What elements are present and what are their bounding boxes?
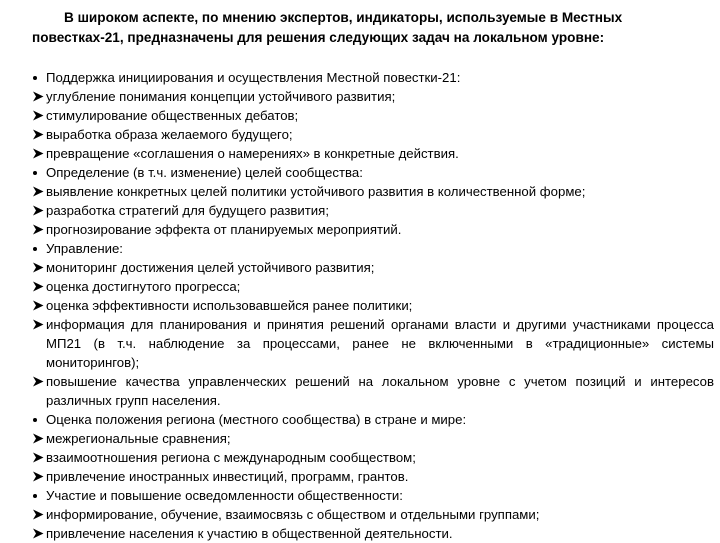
bullet-text: Управление: (46, 241, 123, 256)
sub-bullet-item (32, 448, 714, 467)
arrow-bullet-icon (32, 524, 46, 543)
arrow-bullet-icon (32, 505, 46, 524)
sub-bullet-item (32, 220, 714, 239)
arrow-bullet-icon (32, 87, 46, 106)
arrow-bullet-icon (32, 277, 46, 296)
bullet-text: межрегиональные сравнения; (46, 431, 231, 446)
bullet-text: превращение «соглашения о намерениях» в конкретные действия. (46, 146, 459, 161)
sub-bullet-item (32, 429, 714, 448)
bullet-text: разработка стратегий для будущего развития; (46, 203, 329, 218)
bullet-text: Участие и повышение осведомленности общественности: (46, 488, 403, 503)
sub-bullet-item (32, 258, 714, 277)
sub-bullet-item (32, 201, 714, 220)
bullet-text: Определение (в т.ч. изменение) целей сообщества: (46, 165, 363, 180)
bullet-text: выявление конкретных целей политики устойчивого развития в количественной форме; (46, 184, 586, 199)
section-bullet-item (32, 486, 714, 505)
bullet-text: привлечение иностранных инвестиций, программ, грантов. (46, 469, 409, 484)
sub-bullet-item (32, 505, 714, 524)
sub-bullet-item (32, 372, 714, 410)
bullet-text: повышение качества управленческих решений на локальном уровне с учетом позиций и интересов различных групп населения. (46, 374, 714, 408)
bullet-dot-icon (32, 486, 46, 505)
bullet-text: Оценка положения региона (местного сообщества) в стране и мире: (46, 412, 467, 427)
bullet-text: привлечение населения к участию в общественной деятельности. (46, 526, 453, 541)
sub-bullet-item (32, 144, 714, 163)
arrow-bullet-icon (32, 220, 46, 239)
arrow-bullet-icon (32, 315, 46, 334)
section-bullet-item (32, 239, 714, 258)
arrow-bullet-icon (32, 467, 46, 486)
section-bullet-item (32, 410, 714, 429)
arrow-bullet-icon (32, 106, 46, 125)
bullet-text: информация для планирования и принятия решений органами власти и другими участниками процесса МП21 (в т.ч. наблюдение за процессами, ранее не включенными в «традиционные» системы мониторингов); (46, 317, 714, 370)
bullet-dot-icon (32, 68, 46, 87)
arrow-bullet-icon (32, 201, 46, 220)
bullet-text: углубление понимания концепции устойчивого развития; (46, 89, 396, 104)
bullet-list (32, 68, 714, 543)
bullet-text: информирование, обучение, взаимосвязь с обществом и отдельными группами; (46, 507, 540, 522)
arrow-bullet-icon (32, 372, 46, 391)
bullet-dot-icon (32, 163, 46, 182)
bullet-text: прогнозирование эффекта от планируемых мероприятий. (46, 222, 402, 237)
bullet-text: оценка эффективности использовавшейся ранее политики; (46, 298, 413, 313)
arrow-bullet-icon (32, 125, 46, 144)
arrow-bullet-icon (32, 296, 46, 315)
sub-bullet-item (32, 106, 714, 125)
slide-heading: В широком аспекте, по мнению экспертов, индикаторы, используемые в Местных повестках-21, предназначены для решения следующих задач на локальном уровне: (32, 10, 623, 45)
bullet-text: мониторинг достижения целей устойчивого развития; (46, 260, 375, 275)
bullet-text: Поддержка инициирования и осуществления Местной повестки-21: (46, 70, 461, 85)
arrow-bullet-icon (32, 448, 46, 467)
bullet-text: оценка достигнутого прогресса; (46, 279, 241, 294)
sub-bullet-item (32, 277, 714, 296)
sub-bullet-item (32, 296, 714, 315)
bullet-dot-icon (32, 410, 46, 429)
sub-bullet-item (32, 125, 714, 144)
arrow-bullet-icon (32, 258, 46, 277)
bullet-dot-icon (32, 239, 46, 258)
slide-content (32, 8, 714, 543)
sub-bullet-item (32, 524, 714, 543)
bullet-text: взаимоотношения региона с международным сообществом; (46, 450, 416, 465)
section-bullet-item (32, 163, 714, 182)
section-bullet-item (32, 68, 714, 87)
bullet-text: выработка образа желаемого будущего; (46, 127, 293, 142)
sub-bullet-item (32, 182, 714, 201)
sub-bullet-item (32, 467, 714, 486)
arrow-bullet-icon (32, 144, 46, 163)
bullet-text: стимулирование общественных дебатов; (46, 108, 299, 123)
sub-bullet-item (32, 315, 714, 372)
arrow-bullet-icon (32, 182, 46, 201)
sub-bullet-item (32, 87, 714, 106)
arrow-bullet-icon (32, 429, 46, 448)
